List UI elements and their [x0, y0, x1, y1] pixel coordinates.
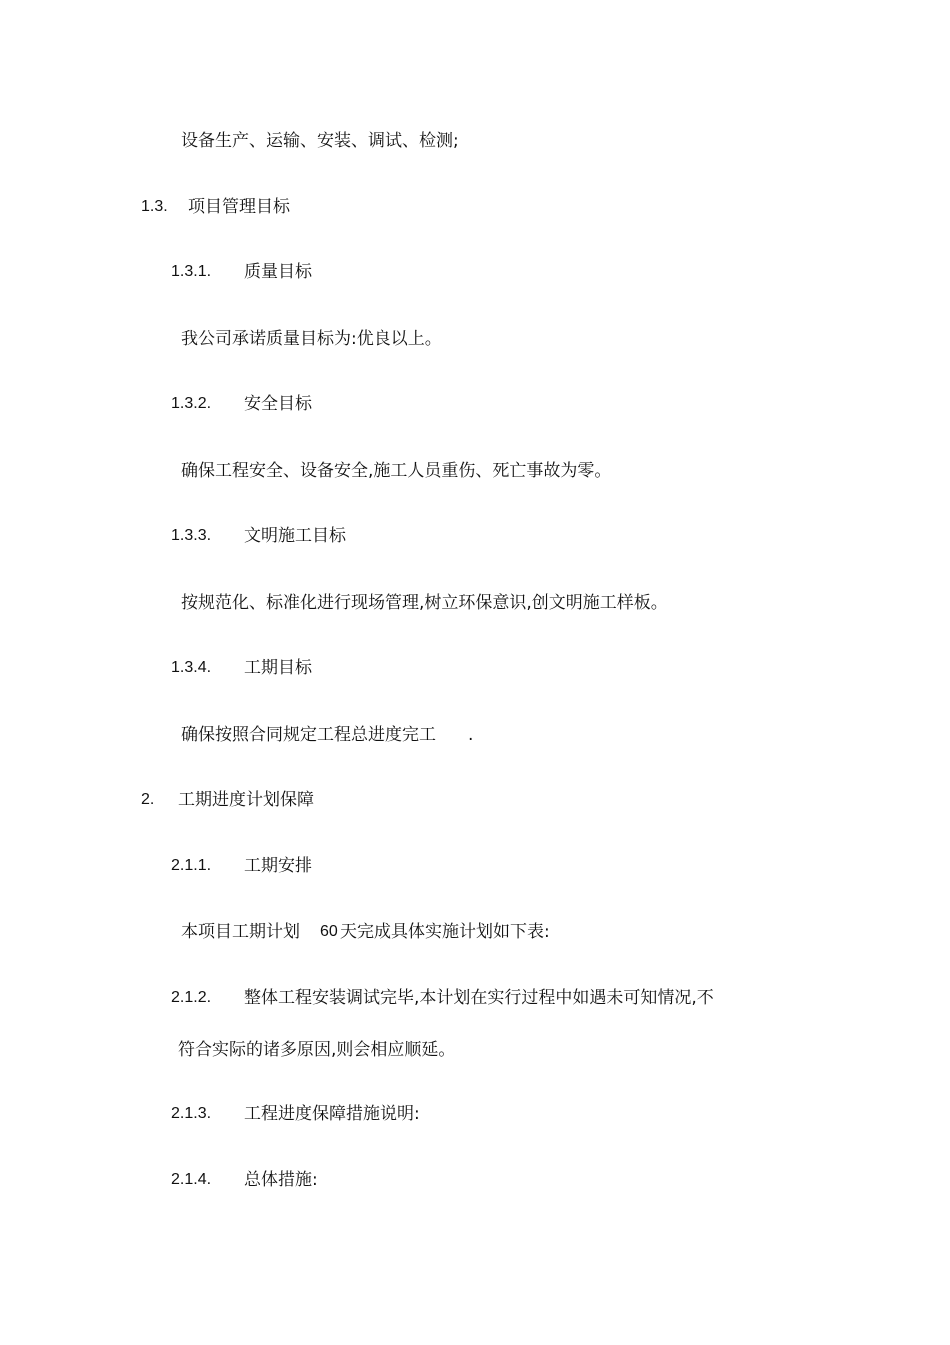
heading-number: 2.1.1. [171, 857, 212, 874]
heading-number: 2.1.4. [171, 1171, 212, 1188]
heading-title: 项目管理目标 [188, 197, 290, 217]
paragraph-text: 确保按照合同规定工程总进度完工 [181, 725, 436, 745]
paragraph-period: . [468, 725, 474, 745]
paragraph-quality-target: 我公司承诺质量目标为:优良以上。 [181, 329, 442, 349]
heading-title: 质量目标 [244, 262, 312, 282]
heading-number: 1.3.1. [171, 263, 212, 280]
heading-number: 2.1.3. [171, 1105, 212, 1122]
paragraph-civilized-construction: 按规范化、标准化进行现场管理,树立环保意识,创文明施工样板。 [181, 593, 668, 613]
heading-title: 整体工程安装调试完毕,本计划在实行过程中如遇未可知情况,不 [244, 988, 714, 1008]
heading-number: 1.3.4. [171, 659, 212, 676]
paragraph-equipment-scope: 设备生产、运输、安装、调试、检测; [181, 131, 459, 151]
paragraph-safety-target: 确保工程安全、设备安全,施工人员重伤、死亡事故为零。 [181, 461, 612, 481]
heading-number: 2.1.2. [171, 989, 212, 1006]
heading-number: 1.3.2. [171, 395, 212, 412]
heading-title: 工期安排 [244, 856, 312, 876]
heading-title: 文明施工目标 [244, 526, 346, 546]
paragraph-text-before: 本项目工期计划 [181, 922, 300, 942]
heading-number: 1.3. [141, 198, 168, 215]
heading-continuation: 符合实际的诸多原因,则会相应顺延。 [178, 1040, 456, 1060]
heading-title: 总体措施: [244, 1170, 318, 1190]
paragraph-text-after: 天完成具体实施计划如下表: [340, 922, 550, 942]
heading-number: 1.3.3. [171, 527, 212, 544]
heading-title: 工期进度计划保障 [178, 790, 314, 810]
heading-title: 工程进度保障措施说明: [244, 1104, 420, 1124]
heading-title: 工期目标 [244, 658, 312, 678]
heading-number: 2. [141, 791, 155, 808]
heading-title: 安全目标 [244, 394, 312, 414]
paragraph-days-number: 60 [320, 923, 338, 940]
